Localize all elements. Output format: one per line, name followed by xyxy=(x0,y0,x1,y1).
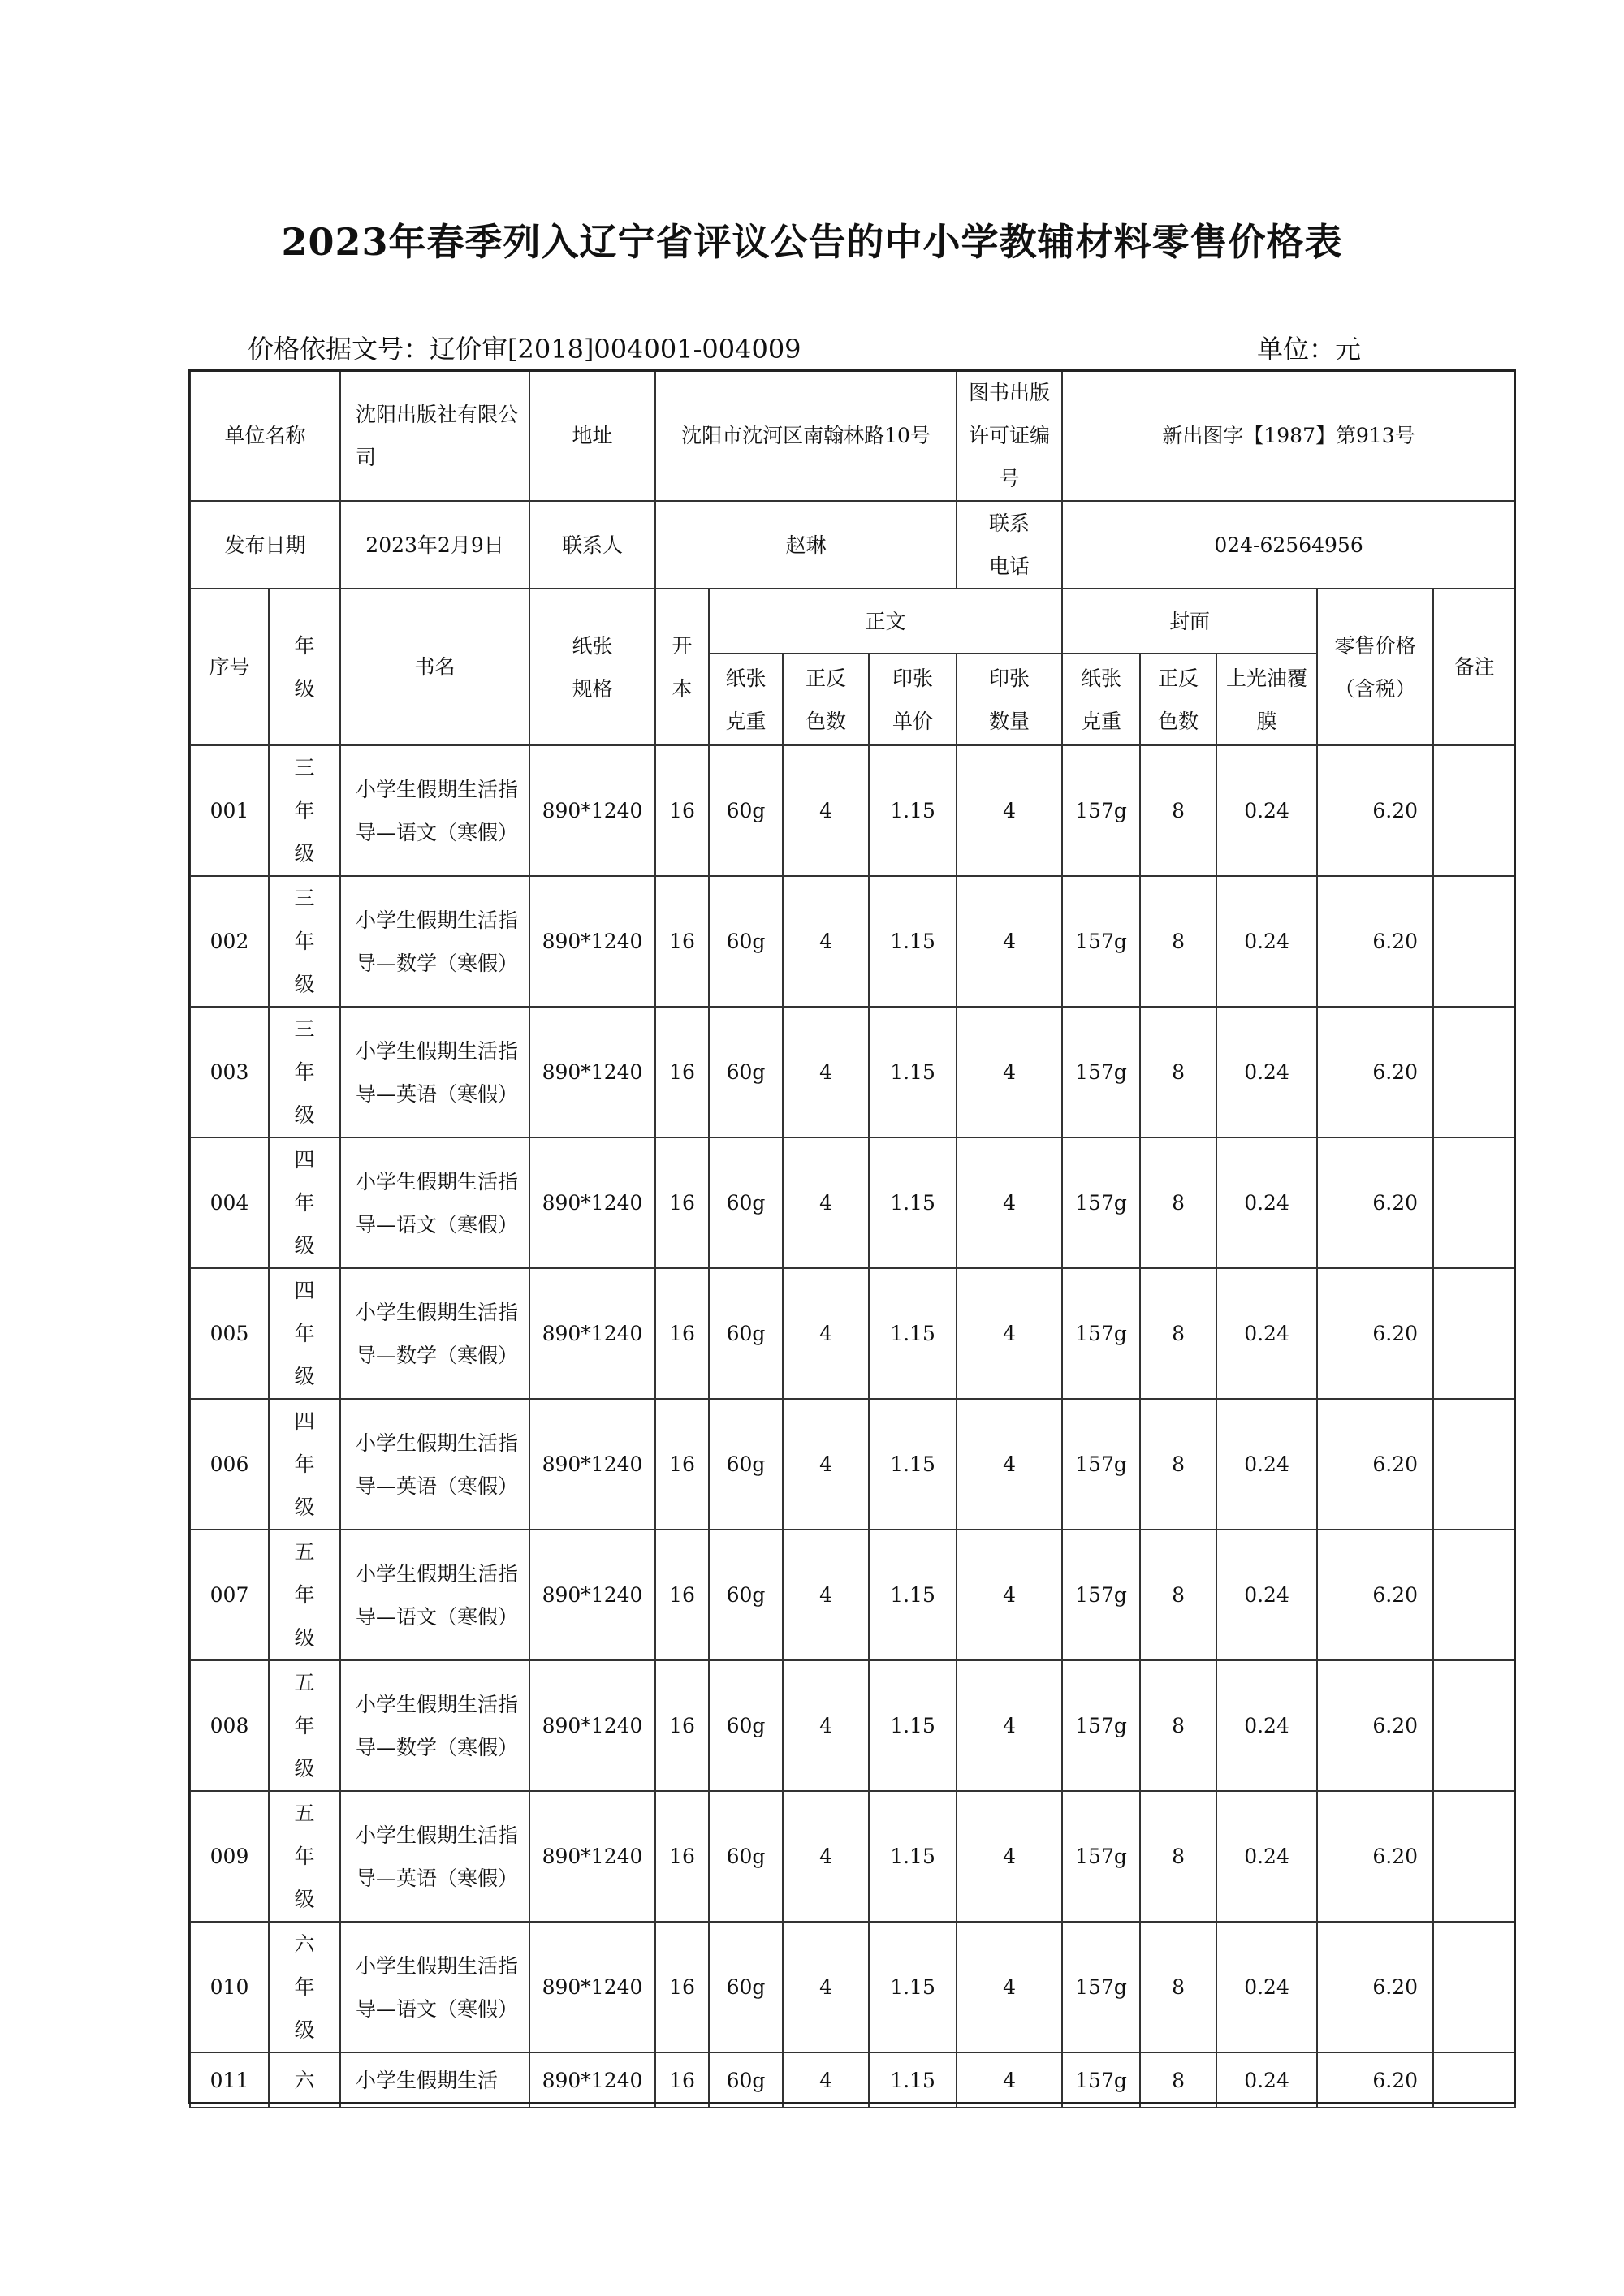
header-book: 书名 xyxy=(340,589,529,745)
header-body-group: 正文 xyxy=(709,589,1062,654)
address-label: 地址 xyxy=(529,370,655,501)
unit-name-value: 沈阳出版社有限公司 xyxy=(340,370,529,501)
seq-cell: 011 xyxy=(190,2052,269,2108)
cover-weight-cell: 157g xyxy=(1062,1660,1140,1791)
header-paper-size: 纸张规格 xyxy=(529,589,655,745)
price-cell: 6.20 xyxy=(1317,745,1433,876)
info-row-publisher xyxy=(190,370,1515,501)
paper-size-cell: 890*1240 xyxy=(529,1007,655,1137)
cover-colors-cell: 8 xyxy=(1140,1791,1216,1922)
cover-film-cell: 0.24 xyxy=(1216,1268,1317,1399)
body-weight-cell: 60g xyxy=(709,1137,783,1268)
body-sheets-cell: 4 xyxy=(957,1268,1062,1399)
table-row xyxy=(190,2052,1515,2108)
book-title-cell: 小学生假期生活指导—数学（寒假） xyxy=(340,1660,529,1791)
body-weight-cell: 60g xyxy=(709,1530,783,1660)
body-sheets-cell: 4 xyxy=(957,1660,1062,1791)
header-cover-group: 封面 xyxy=(1062,589,1317,654)
cover-colors-cell: 8 xyxy=(1140,876,1216,1007)
header-row-1 xyxy=(190,589,1515,654)
cover-weight-cell: 157g xyxy=(1062,1268,1140,1399)
phone-value: 024-62564956 xyxy=(1062,501,1515,589)
contact-value: 赵琳 xyxy=(655,501,957,589)
paper-size-cell: 890*1240 xyxy=(529,1530,655,1660)
info-row-contact xyxy=(190,501,1515,589)
grade-cell: 四年级 xyxy=(269,1137,340,1268)
remark-cell xyxy=(1433,2052,1515,2108)
phone-label: 联系电话 xyxy=(957,501,1062,589)
cover-film-cell: 0.24 xyxy=(1216,1137,1317,1268)
body-colors-cell: 4 xyxy=(783,1530,869,1660)
book-title-cell: 小学生假期生活指导—英语（寒假） xyxy=(340,1791,529,1922)
price-cell: 6.20 xyxy=(1317,2052,1433,2108)
cover-weight-cell: 157g xyxy=(1062,876,1140,1007)
body-colors-cell: 4 xyxy=(783,1007,869,1137)
paper-size-cell: 890*1240 xyxy=(529,1791,655,1922)
table-row xyxy=(190,745,1515,876)
header-cover-weight: 纸张克重 xyxy=(1062,654,1140,745)
cover-film-cell: 0.24 xyxy=(1216,1399,1317,1530)
body-weight-cell: 60g xyxy=(709,2052,783,2108)
cover-film-cell: 0.24 xyxy=(1216,1530,1317,1660)
book-title-cell: 小学生假期生活指导—语文（寒假） xyxy=(340,1922,529,2052)
book-title-cell: 小学生假期生活指导—英语（寒假） xyxy=(340,1399,529,1530)
body-colors-cell: 4 xyxy=(783,1399,869,1530)
seq-cell: 004 xyxy=(190,1137,269,1268)
cover-weight-cell: 157g xyxy=(1062,1922,1140,2052)
table-row xyxy=(190,1660,1515,1791)
grade-cell: 六 xyxy=(269,2052,340,2108)
paper-size-cell: 890*1240 xyxy=(529,1268,655,1399)
body-weight-cell: 60g xyxy=(709,1399,783,1530)
cover-weight-cell: 157g xyxy=(1062,745,1140,876)
body-unit-price-cell: 1.15 xyxy=(869,2052,957,2108)
currency-unit: 单位：元 xyxy=(1257,334,1362,365)
cover-film-cell: 0.24 xyxy=(1216,2052,1317,2108)
grade-cell: 六年级 xyxy=(269,1922,340,2052)
cover-weight-cell: 157g xyxy=(1062,1530,1140,1660)
body-unit-price-cell: 1.15 xyxy=(869,1137,957,1268)
table-row xyxy=(190,1268,1515,1399)
body-weight-cell: 60g xyxy=(709,1007,783,1137)
body-sheets-cell: 4 xyxy=(957,876,1062,1007)
cover-film-cell: 0.24 xyxy=(1216,1791,1317,1922)
body-weight-cell: 60g xyxy=(709,1660,783,1791)
format-cell: 16 xyxy=(655,1137,709,1268)
body-sheets-cell: 4 xyxy=(957,1137,1062,1268)
seq-cell: 003 xyxy=(190,1007,269,1137)
body-colors-cell: 4 xyxy=(783,745,869,876)
format-cell: 16 xyxy=(655,1922,709,2052)
format-cell: 16 xyxy=(655,876,709,1007)
remark-cell xyxy=(1433,1922,1515,2052)
remark-cell xyxy=(1433,1660,1515,1791)
body-unit-price-cell: 1.15 xyxy=(869,1530,957,1660)
body-weight-cell: 60g xyxy=(709,1791,783,1922)
cover-weight-cell: 157g xyxy=(1062,1399,1140,1530)
page-title: 2023年春季列入辽宁省评议公告的中小学教辅材料零售价格表 xyxy=(281,220,1343,264)
grade-cell: 五年级 xyxy=(269,1791,340,1922)
body-colors-cell: 4 xyxy=(783,1791,869,1922)
grade-cell: 三年级 xyxy=(269,876,340,1007)
seq-cell: 009 xyxy=(190,1791,269,1922)
cover-colors-cell: 8 xyxy=(1140,1007,1216,1137)
license-value: 新出图字【1987】第913号 xyxy=(1062,370,1515,501)
license-label: 图书出版许可证编号 xyxy=(957,370,1062,501)
paper-size-cell: 890*1240 xyxy=(529,1660,655,1791)
body-sheets-cell: 4 xyxy=(957,1791,1062,1922)
table-body xyxy=(190,370,1515,2108)
format-cell: 16 xyxy=(655,2052,709,2108)
body-unit-price-cell: 1.15 xyxy=(869,1922,957,2052)
remark-cell xyxy=(1433,1007,1515,1137)
address-value: 沈阳市沈河区南翰林路10号 xyxy=(655,370,957,501)
cover-weight-cell: 157g xyxy=(1062,1137,1140,1268)
remark-cell xyxy=(1433,1399,1515,1530)
body-sheets-cell: 4 xyxy=(957,1007,1062,1137)
body-unit-price-cell: 1.15 xyxy=(869,1399,957,1530)
seq-cell: 008 xyxy=(190,1660,269,1791)
body-sheets-cell: 4 xyxy=(957,2052,1062,2108)
format-cell: 16 xyxy=(655,1530,709,1660)
cover-weight-cell: 157g xyxy=(1062,1791,1140,1922)
price-cell: 6.20 xyxy=(1317,876,1433,1007)
seq-cell: 002 xyxy=(190,876,269,1007)
contact-label: 联系人 xyxy=(529,501,655,589)
header-format: 开本 xyxy=(655,589,709,745)
table-row xyxy=(190,1399,1515,1530)
paper-size-cell: 890*1240 xyxy=(529,1399,655,1530)
cover-colors-cell: 8 xyxy=(1140,1137,1216,1268)
paper-size-cell: 890*1240 xyxy=(529,2052,655,2108)
body-sheets-cell: 4 xyxy=(957,1922,1062,2052)
cover-weight-cell: 157g xyxy=(1062,2052,1140,2108)
format-cell: 16 xyxy=(655,745,709,876)
body-colors-cell: 4 xyxy=(783,1922,869,2052)
cover-colors-cell: 8 xyxy=(1140,1399,1216,1530)
book-title-cell: 小学生假期生活指导—语文（寒假） xyxy=(340,745,529,876)
cover-weight-cell: 157g xyxy=(1062,1007,1140,1137)
cover-colors-cell: 8 xyxy=(1140,1922,1216,2052)
price-cell: 6.20 xyxy=(1317,1007,1433,1137)
date-label: 发布日期 xyxy=(190,501,340,589)
paper-size-cell: 890*1240 xyxy=(529,1137,655,1268)
grade-cell: 四年级 xyxy=(269,1399,340,1530)
body-weight-cell: 60g xyxy=(709,1268,783,1399)
paper-size-cell: 890*1240 xyxy=(529,745,655,876)
body-unit-price-cell: 1.15 xyxy=(869,745,957,876)
remark-cell xyxy=(1433,1137,1515,1268)
seq-cell: 007 xyxy=(190,1530,269,1660)
body-sheets-cell: 4 xyxy=(957,1530,1062,1660)
book-title-cell: 小学生假期生活指导—语文（寒假） xyxy=(340,1137,529,1268)
table-row xyxy=(190,1791,1515,1922)
seq-cell: 005 xyxy=(190,1268,269,1399)
grade-cell: 四年级 xyxy=(269,1268,340,1399)
cover-colors-cell: 8 xyxy=(1140,1530,1216,1660)
header-cover-colors: 正反色数 xyxy=(1140,654,1216,745)
grade-cell: 五年级 xyxy=(269,1660,340,1791)
table-row xyxy=(190,1137,1515,1268)
format-cell: 16 xyxy=(655,1791,709,1922)
body-weight-cell: 60g xyxy=(709,1922,783,2052)
cover-film-cell: 0.24 xyxy=(1216,1660,1317,1791)
header-seq: 序号 xyxy=(190,589,269,745)
body-colors-cell: 4 xyxy=(783,876,869,1007)
price-cell: 6.20 xyxy=(1317,1399,1433,1530)
header-body-colors: 正反色数 xyxy=(783,654,869,745)
body-weight-cell: 60g xyxy=(709,876,783,1007)
remark-cell xyxy=(1433,876,1515,1007)
cover-film-cell: 0.24 xyxy=(1216,1922,1317,2052)
cover-film-cell: 0.24 xyxy=(1216,1007,1317,1137)
table-row xyxy=(190,1922,1515,2052)
header-remark: 备注 xyxy=(1433,589,1515,745)
body-sheets-cell: 4 xyxy=(957,745,1062,876)
cover-colors-cell: 8 xyxy=(1140,2052,1216,2108)
cover-film-cell: 0.24 xyxy=(1216,876,1317,1007)
format-cell: 16 xyxy=(655,1660,709,1791)
price-cell: 6.20 xyxy=(1317,1660,1433,1791)
cover-colors-cell: 8 xyxy=(1140,745,1216,876)
price-cell: 6.20 xyxy=(1317,1791,1433,1922)
header-body-sheets: 印张数量 xyxy=(957,654,1062,745)
body-unit-price-cell: 1.15 xyxy=(869,1007,957,1137)
body-unit-price-cell: 1.15 xyxy=(869,1791,957,1922)
body-colors-cell: 4 xyxy=(783,1268,869,1399)
header-grade: 年级 xyxy=(269,589,340,745)
price-basis: 价格依据文号：辽价审[2018]004001-004009 xyxy=(248,334,801,365)
paper-size-cell: 890*1240 xyxy=(529,1922,655,2052)
body-unit-price-cell: 1.15 xyxy=(869,1660,957,1791)
body-colors-cell: 4 xyxy=(783,1137,869,1268)
date-value: 2023年2月9日 xyxy=(340,501,529,589)
remark-cell xyxy=(1433,1530,1515,1660)
seq-cell: 010 xyxy=(190,1922,269,2052)
body-sheets-cell: 4 xyxy=(957,1399,1062,1530)
price-cell: 6.20 xyxy=(1317,1530,1433,1660)
body-colors-cell: 4 xyxy=(783,1660,869,1791)
body-unit-price-cell: 1.15 xyxy=(869,876,957,1007)
unit-name-label: 单位名称 xyxy=(190,370,340,501)
price-cell: 6.20 xyxy=(1317,1137,1433,1268)
header-body-weight: 纸张克重 xyxy=(709,654,783,745)
cover-film-cell: 0.24 xyxy=(1216,745,1317,876)
format-cell: 16 xyxy=(655,1268,709,1399)
body-colors-cell: 4 xyxy=(783,2052,869,2108)
body-unit-price-cell: 1.15 xyxy=(869,1268,957,1399)
format-cell: 16 xyxy=(655,1399,709,1530)
book-title-cell: 小学生假期生活指导—英语（寒假） xyxy=(340,1007,529,1137)
book-title-cell: 小学生假期生活 xyxy=(340,2052,529,2108)
paper-size-cell: 890*1240 xyxy=(529,876,655,1007)
grade-cell: 五年级 xyxy=(269,1530,340,1660)
header-body-unit-price: 印张单价 xyxy=(869,654,957,745)
cover-colors-cell: 8 xyxy=(1140,1660,1216,1791)
grade-cell: 三年级 xyxy=(269,1007,340,1137)
book-title-cell: 小学生假期生活指导—数学（寒假） xyxy=(340,876,529,1007)
format-cell: 16 xyxy=(655,1007,709,1137)
remark-cell xyxy=(1433,1791,1515,1922)
table-row xyxy=(190,1530,1515,1660)
header-cover-film: 上光油覆膜 xyxy=(1216,654,1317,745)
book-title-cell: 小学生假期生活指导—数学（寒假） xyxy=(340,1268,529,1399)
remark-cell xyxy=(1433,1268,1515,1399)
remark-cell xyxy=(1433,745,1515,876)
price-cell: 6.20 xyxy=(1317,1268,1433,1399)
book-title-cell: 小学生假期生活指导—语文（寒假） xyxy=(340,1530,529,1660)
grade-cell: 三年级 xyxy=(269,745,340,876)
price-table xyxy=(189,369,1516,2108)
price-cell: 6.20 xyxy=(1317,1922,1433,2052)
cover-colors-cell: 8 xyxy=(1140,1268,1216,1399)
body-weight-cell: 60g xyxy=(709,745,783,876)
table-row xyxy=(190,1007,1515,1137)
seq-cell: 001 xyxy=(190,745,269,876)
seq-cell: 006 xyxy=(190,1399,269,1530)
header-price: 零售价格（含税） xyxy=(1317,589,1433,745)
table-row xyxy=(190,876,1515,1007)
